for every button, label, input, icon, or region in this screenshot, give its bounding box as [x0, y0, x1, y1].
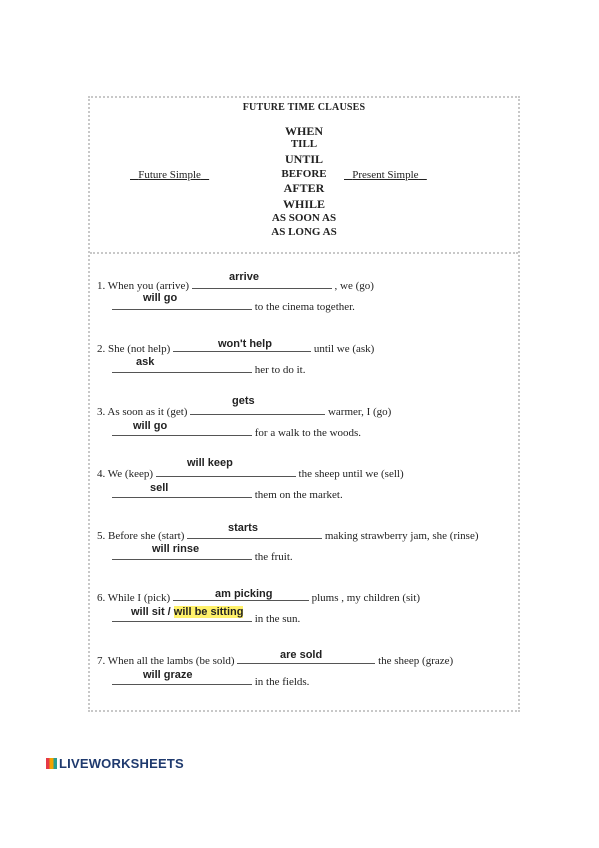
- logo-icon: [46, 758, 57, 769]
- blank[interactable]: [112, 298, 252, 310]
- answer-2b[interactable]: ask: [136, 356, 155, 368]
- exercise-7-line-1: 7. When all the lambs (be sold) the sheep (graze): [97, 652, 453, 667]
- conj-as-long-as: AS LONG AS: [271, 226, 337, 238]
- exercise-2-line-2: her to do it.: [112, 361, 305, 376]
- answer-7a[interactable]: are sold: [280, 649, 323, 661]
- answer-6b[interactable]: [131, 606, 243, 618]
- exercise-4-line-2: them on the market.: [112, 486, 343, 501]
- exercise-6-line-1: 6. While I (pick) plums , my children (sit): [97, 589, 420, 604]
- answer-1b[interactable]: will go: [143, 292, 178, 304]
- answer-1a[interactable]: arrive: [229, 271, 259, 283]
- exercise-7-line-2: in the fields.: [112, 673, 309, 688]
- exercise-4-line-1: 4. We (keep) the sheep until we (sell): [97, 465, 404, 480]
- answer-4b[interactable]: sell: [150, 482, 169, 494]
- worksheet-title: FUTURE TIME CLAUSES: [242, 102, 366, 113]
- conj-before: BEFORE: [281, 168, 327, 180]
- exercise-3-line-1: 3. As soon as it (get) warmer, I (go): [97, 403, 391, 418]
- answer-5b[interactable]: will rinse: [152, 543, 200, 555]
- liveworksheets-logo[interactable]: [46, 756, 184, 771]
- exercise-5-line-2: the fruit.: [112, 548, 293, 563]
- conj-while: WHILE: [282, 197, 325, 211]
- exercise-3-line-2: for a walk to the woods.: [112, 424, 361, 439]
- answer-4a[interactable]: will keep: [187, 457, 233, 469]
- highlighted-answer: will be sitting: [173, 606, 244, 618]
- answer-6a[interactable]: am picking: [215, 588, 273, 600]
- exercise-1-line-1: 1. When you (arrive) , we (go): [97, 277, 374, 292]
- conj-until: UNTIL: [284, 152, 323, 166]
- header-box: [90, 98, 518, 254]
- blank[interactable]: [112, 486, 252, 498]
- exercise-5-line-1: 5. Before she (start) making strawberry jam, she (rinse): [97, 527, 479, 542]
- conj-till: TILL: [290, 138, 318, 150]
- present-simple-label: Present Simple: [352, 169, 419, 181]
- exercise-6-line-2: in the sun.: [112, 610, 300, 625]
- answer-2a[interactable]: won't help: [218, 338, 272, 350]
- logo-text: LIVEWORKSHEETS: [59, 756, 184, 771]
- answer-5a[interactable]: starts: [228, 522, 258, 534]
- answer-3b[interactable]: will go: [133, 420, 168, 432]
- future-simple-label: Future Simple: [138, 169, 201, 181]
- conj-after: AFTER: [283, 181, 325, 195]
- conj-as-soon-as: AS SOON AS: [271, 212, 337, 224]
- blank[interactable]: [192, 277, 332, 289]
- exercise-1-line-2: to the cinema together.: [112, 298, 355, 313]
- blank[interactable]: [190, 403, 325, 415]
- exercise-2-line-1: 2. She (not help) until we (ask): [97, 340, 374, 355]
- answer-6b-text: will sit /: [131, 606, 174, 618]
- conj-when: WHEN: [284, 124, 323, 138]
- blank[interactable]: [112, 361, 252, 373]
- answer-7b[interactable]: will graze: [143, 669, 193, 681]
- answer-3a[interactable]: gets: [232, 395, 255, 407]
